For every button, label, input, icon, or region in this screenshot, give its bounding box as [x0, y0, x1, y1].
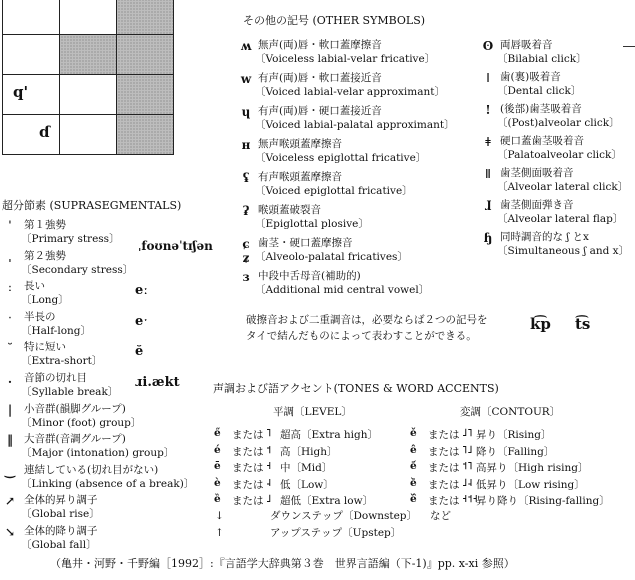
suprasegmental-entry-en: 〔Secondary stress〕	[21, 263, 134, 276]
tone-label: 低〔Low〕	[280, 478, 334, 491]
suprasegmental-entry-en: 〔Global rise〕	[21, 508, 100, 521]
tone-vowel: ê	[410, 443, 417, 456]
downstep-label: ダウンステップ〔Downstep〕	[270, 510, 418, 522]
click-symbol-entry-symbol: !	[485, 103, 491, 117]
tone-or: または	[232, 478, 264, 491]
click-symbol-entry-ja: 同時調音的な ʃ とx	[500, 231, 589, 243]
tone-letter: ˩˥	[462, 427, 473, 439]
suprasegmental-entry-ja: 半長の	[24, 310, 56, 323]
other-symbol-entry-ja: 歯茎・硬口蓋摩擦音	[258, 237, 353, 249]
tone-or: または	[232, 445, 264, 458]
other-symbol-entry-symbol: ɥ	[241, 105, 251, 119]
grid-row	[3, 75, 174, 115]
other-symbol-entry-en: 〔Alveolo-palatal fricatives〕	[255, 251, 408, 263]
click-symbol-entry-en: 〔(Post)alveolar click〕	[497, 117, 620, 129]
tones-title: 声調および語アクセント(TONES & WORD ACCENTS)	[213, 382, 499, 395]
other-symbol-entry-symbol: w	[240, 72, 252, 86]
other-symbol-entry-en: 〔Voiced labial-velar approximant〕	[255, 86, 445, 98]
other-symbol-entry-symbol: ʢ	[242, 171, 250, 185]
tone-label: 高〔High〕	[280, 445, 338, 458]
other-symbol-entry-symbol: ʡ	[242, 204, 250, 218]
suprasegmental-entry-ja: 大音群(音調グループ)	[24, 433, 126, 446]
suprasegmental-entry-en: 〔Primary stress〕	[21, 233, 120, 245]
suprasegmental-entry-symbol: ↘	[4, 525, 16, 539]
click-symbol-entry-ja: (後部)歯茎吸着音	[500, 103, 582, 115]
click-symbol-entry-symbol: ǀ	[486, 71, 490, 85]
suprasegmental-entry-symbol: ˘	[7, 341, 13, 356]
suprasegmental-entry-en: 〔Half-long〕	[21, 324, 91, 337]
tone-letter: ˥	[266, 427, 272, 439]
suprasegmental-entry-ja: 音節の切れ目	[24, 372, 87, 384]
other-symbol-entry-symbol: ʍ	[240, 39, 252, 53]
tone-vowel: e᷄	[410, 460, 417, 472]
click-symbol-entry-ja: 両唇吸着音	[500, 39, 553, 51]
affricate-note-line-1: 破擦音および二重調音は，必要ならば２つの記号を	[246, 314, 488, 326]
tone-label: 中〔Mid〕	[280, 462, 333, 474]
click-symbol-entry-symbol: ǁ	[485, 167, 491, 181]
suprasegmental-entry-symbol: ː	[7, 280, 13, 295]
suprasegmental-entry-symbol: ‖	[7, 433, 13, 448]
tone-label: 超低〔Extra low〕	[280, 495, 374, 507]
contour-header: 変調〔CONTOUR〕	[460, 406, 561, 418]
affricate-note-line-2: タイで結んだものによって表わすことができる。	[246, 330, 477, 342]
suprasegmental-entry-ja: 第１強勢	[24, 219, 66, 231]
tone-vowel: ē	[214, 460, 221, 472]
suprasegmental-entry-example: eː	[135, 283, 149, 299]
click-symbol-entry-en: 〔Dental click〕	[497, 85, 582, 97]
tone-letter: ˥˩	[462, 443, 473, 456]
tone-vowel: é	[214, 443, 221, 456]
suprasegmental-entry-example: ɹi.ækt	[135, 375, 180, 390]
suprasegmental-entry-symbol: ˑ	[7, 310, 13, 325]
click-symbol-entry-en: 〔Simultaneous ʃ and x〕	[497, 245, 630, 257]
tone-or: または	[428, 429, 460, 441]
other-symbol-entry-en: 〔Voiced labial-palatal approximant〕	[255, 119, 455, 131]
suprasegmental-entry-example: ĕ	[135, 344, 144, 360]
grid-symbol: q'	[13, 83, 29, 101]
suprasegmental-entry-en: 〔Major (intonation) group〕	[21, 447, 175, 460]
other-symbol-entry-symbol: ɜ	[242, 270, 250, 284]
contour-etc: など	[430, 510, 451, 522]
tone-label: 昇り降り〔Rising-falling〕	[476, 495, 610, 507]
tone-letter: ˨	[266, 476, 272, 489]
consonant-chart-fragment	[2, 0, 174, 155]
other-symbol-entry-symbol: ɕ ʑ	[242, 237, 250, 265]
tone-label: 降り〔Falling〕	[476, 445, 555, 458]
upstep-label: アップステップ〔Upstep〕	[270, 527, 402, 539]
tone-vowel: ȅ	[214, 493, 221, 505]
other-symbol-entry-symbol: ʜ	[241, 138, 251, 152]
suprasegmental-entry-ja: 長い	[24, 280, 45, 293]
tone-vowel: e᷈	[410, 493, 417, 505]
other-symbol-entry-ja: 有声(両)唇・軟口蓋接近音	[258, 72, 382, 84]
click-symbol-entry-en: 〔Palatoalveolar click〕	[497, 149, 622, 161]
tone-vowel: e᷅	[410, 476, 417, 489]
suprasegmental-entry-ja: 連結している(切れ目がない)	[24, 463, 159, 476]
other-symbol-entry-ja: 無声喉頭蓋摩擦音	[258, 138, 342, 150]
suprasegmental-entry-en: 〔Minor (foot) group〕	[21, 416, 142, 429]
other-symbol-entry-en: 〔Epiglottal plosive〕	[255, 218, 369, 230]
suprasegmental-entry-en: 〔Global fall〕	[21, 539, 97, 551]
suprasegmental-entry-ja: 全体的降り調子	[24, 525, 98, 537]
suprasegmental-entry-symbol: ˈ	[8, 219, 12, 233]
grid-row	[3, 115, 174, 155]
other-symbol-entry-en: 〔Additional mid central vowel〕	[255, 284, 430, 296]
tone-letter: ˧	[266, 460, 272, 472]
suprasegmental-entry-symbol: ‿	[5, 463, 15, 478]
suprasegmental-entry-example: eˑ	[135, 313, 149, 329]
suprasegmental-entry-en: 〔Syllable break〕	[21, 386, 119, 398]
click-symbol-entry-ja: 硬口蓋歯茎吸着音	[500, 135, 584, 147]
suprasegmental-entry-ja: 特に短い	[24, 341, 66, 354]
tone-or: または	[428, 478, 460, 491]
other-symbol-entry-en: 〔Voiced epiglottal fricative〕	[255, 185, 413, 197]
tone-or: または	[232, 462, 264, 474]
tone-or: または	[232, 495, 264, 507]
other-symbol-entry-ja: 有声(両)唇・硬口蓋接近音	[258, 105, 382, 117]
click-symbol-entry-symbol: ʘ	[482, 39, 494, 53]
tie-example-kp: k͡p	[530, 315, 551, 333]
tone-or: または	[428, 445, 460, 458]
suprasegmental-entry-symbol: .	[7, 372, 13, 386]
click-symbol-entry-ja: 歯(裏)吸着音	[500, 71, 561, 83]
tone-letter: ˦˥	[462, 460, 473, 472]
tone-vowel: è	[214, 476, 221, 489]
suprasegmental-entry-symbol: ↗	[4, 494, 16, 509]
grid-row	[3, 35, 174, 75]
other-symbol-entry-ja: 中段中舌母音(補助的)	[258, 270, 361, 282]
tone-label: 超高〔Extra high〕	[280, 429, 379, 441]
grid-symbol: ɗ	[39, 123, 50, 141]
other-symbol-entry-ja: 有声喉頭蓋摩擦音	[258, 171, 342, 183]
tone-or: または	[232, 429, 264, 441]
tone-or: または	[428, 462, 460, 474]
suprasegmental-entry-en: 〔Linking (absence of a break)〕	[21, 477, 195, 490]
suprasegmental-entry-ja: 全体的昇り調子	[24, 494, 98, 507]
tone-or: または	[428, 495, 460, 507]
other-symbol-entry-en: 〔Voiceless epiglottal fricative〕	[255, 152, 427, 164]
suprasegmental-entry-symbol: ˌ	[8, 249, 12, 264]
click-symbol-entry-en: 〔Alveolar lateral flap〕	[497, 213, 624, 225]
click-symbol-entry-symbol: ɧ	[483, 231, 493, 245]
downstep-symbol: ↓	[215, 510, 224, 522]
other-symbol-entry-en: 〔Voiceless labial-velar fricative〕	[255, 53, 436, 65]
click-symbol-entry-symbol: ɺ	[484, 199, 492, 213]
tie-example-ts: t͡s	[575, 315, 591, 333]
other-symbols-title: その他の記号 (OTHER SYMBOLS)	[243, 14, 426, 27]
stress-example: ˌfoʊnəˈtɪʃən	[138, 239, 213, 253]
citation: （亀井・河野・千野編［1992］:『言語学大辞典第３巻 世界言語編（下-1)』pp. x-xi 参照）	[50, 557, 515, 570]
click-symbol-entry-en: 〔Alveolar lateral click〕	[497, 181, 629, 193]
divider	[623, 46, 635, 47]
other-symbol-entry-ja: 喉頭蓋破裂音	[258, 204, 321, 216]
tone-letter: ˩˨	[462, 476, 473, 489]
tone-letter: ˩	[266, 493, 272, 505]
tone-vowel: ě	[410, 427, 417, 439]
suprasegmental-entry-symbol: |	[7, 402, 13, 417]
grid-row	[3, 0, 174, 35]
other-symbol-entry-ja: 無声(両)唇・軟口蓋摩擦音	[258, 39, 382, 51]
tone-label: 高昇り〔High rising〕	[476, 462, 589, 474]
click-symbol-entry-symbol: ǂ	[485, 135, 491, 149]
level-header: 平調〔LEVEL〕	[273, 406, 352, 418]
upstep-symbol: ↑	[215, 527, 224, 539]
suprasegmental-entry-ja: 第２強勢	[24, 249, 66, 262]
tone-letter: ˧˦˧	[462, 493, 478, 505]
tone-letter: ˦	[266, 443, 272, 456]
click-symbol-entry-ja: 歯茎側面弾き音	[500, 199, 574, 211]
suprasegmental-entry-en: 〔Extra-short〕	[21, 355, 103, 368]
click-symbol-entry-en: 〔Bilabial click〕	[497, 53, 587, 65]
click-symbol-entry-ja: 歯茎側面吸着音	[500, 167, 574, 179]
tone-label: 低昇り〔Low rising〕	[476, 478, 585, 491]
suprasegmental-entry-en: 〔Long〕	[21, 294, 69, 307]
suprasegmental-entry-ja: 小音群(韻脚グループ)	[24, 402, 126, 415]
suprasegmentals-title: 超分節素 (SUPRASEGMENTALS)	[2, 199, 182, 212]
tone-vowel: e̋	[214, 427, 221, 439]
tone-label: 昇り〔Rising〕	[476, 429, 552, 441]
